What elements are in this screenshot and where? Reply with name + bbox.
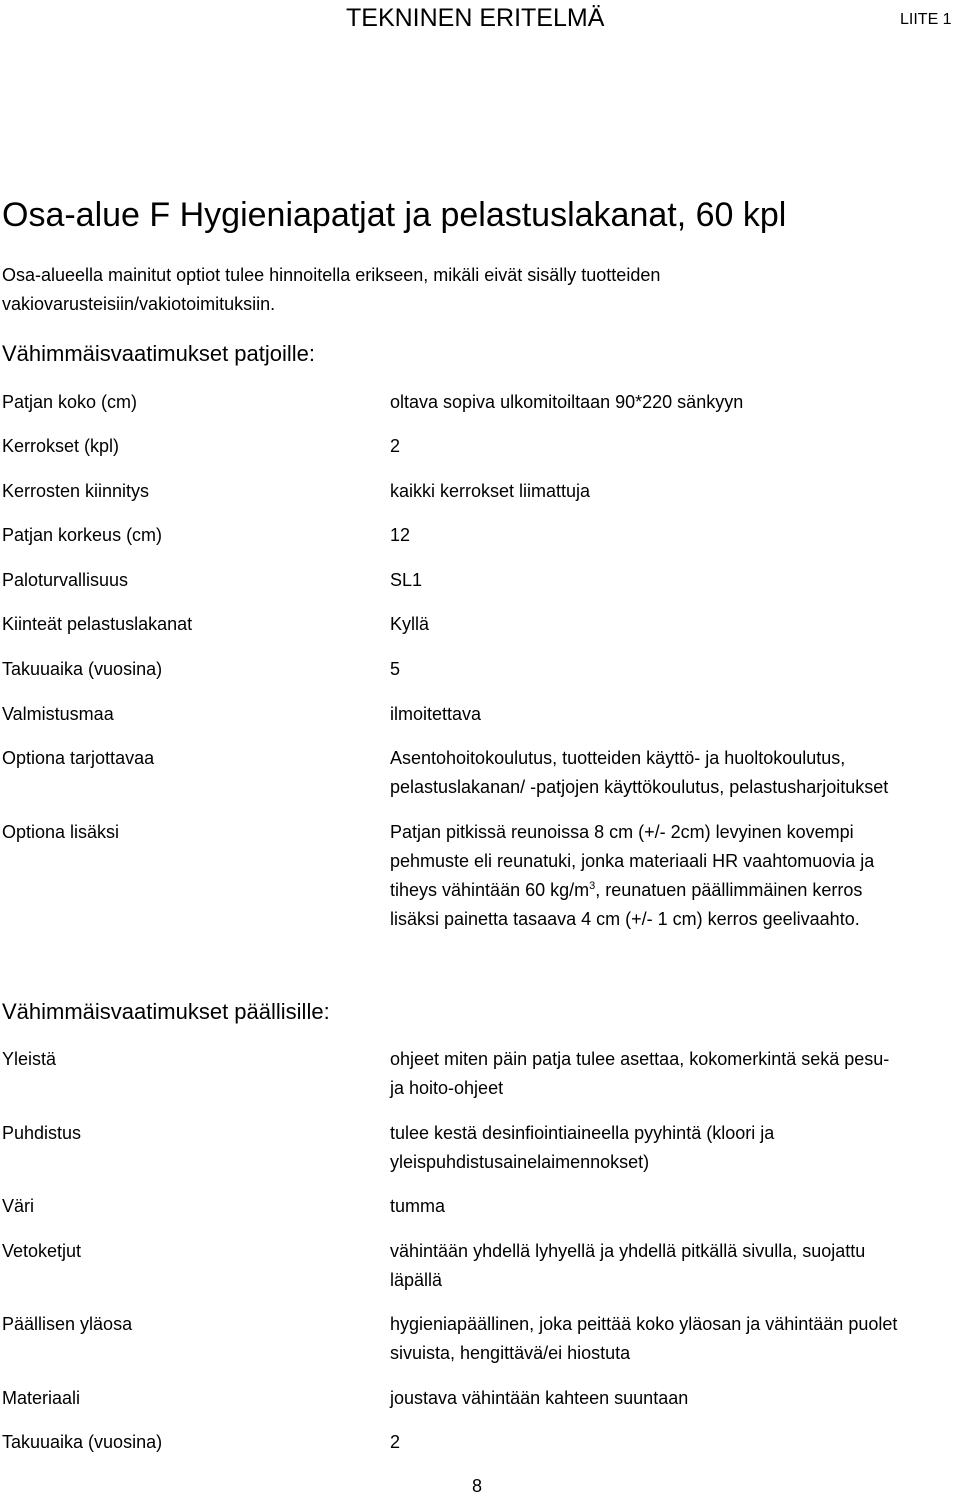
spec-value: ilmoitettava	[390, 704, 482, 724]
spec-label: Takuuaika (vuosina)	[2, 659, 163, 679]
spec-label: Valmistusmaa	[2, 704, 114, 724]
spec-label: Yleistä	[2, 1049, 57, 1069]
spec-value: 2	[390, 1432, 401, 1452]
spec-value: 5	[390, 659, 401, 679]
spec-value-line: yleispuhdistusainelaimennokset)	[390, 1152, 650, 1172]
spec-value: joustava vähintään kahteen suuntaan	[390, 1388, 689, 1408]
spec-value-line: läpällä	[390, 1270, 443, 1290]
spec-value: tumma	[390, 1196, 446, 1216]
spec-label: Puhdistus	[2, 1123, 82, 1143]
spec-value-line: sivuista, hengittävä/ei hiostuta	[390, 1343, 631, 1363]
cover-requirements-heading: Vähimmäisvaatimukset päällisille:	[2, 999, 330, 1024]
document-header-title: TEKNINEN ERITELMÄ	[346, 4, 605, 32]
spec-value-line: Asentohoitokoulutus, tuotteiden käyttö- ja huoltokoulutus,	[390, 748, 846, 768]
spec-value-line: pelastuslakanan/ -patjojen käyttökoulutus, pelastusharjoitukset	[390, 777, 889, 797]
spec-value-line: Patjan pitkissä reunoissa 8 cm (+/- 2cm) levyinen kovempi	[390, 822, 854, 842]
spec-value-line: lisäksi painetta tasaava 4 cm (+/- 1 cm) kerros geelivaahto.	[390, 909, 860, 929]
page-number: 8	[472, 1476, 483, 1496]
spec-value-line	[390, 876, 862, 905]
spec-label: Kerrosten kiinnitys	[2, 481, 150, 501]
spec-value: 12	[390, 525, 411, 545]
spec-value: Kyllä	[390, 614, 430, 634]
spec-label: Paloturvallisuus	[2, 570, 129, 590]
density-text: tiheys vähintään 60 kg/m	[390, 880, 590, 900]
intro-line-1: Osa-alueella mainitut optiot tulee hinnoitella erikseen, mikäli eivät sisälly tuotteiden	[2, 265, 661, 285]
spec-value-line: ja hoito-ohjeet	[390, 1078, 504, 1098]
spec-value-line: ohjeet miten päin patja tulee asettaa, kokomerkintä sekä pesu-	[390, 1049, 890, 1069]
spec-label: Kerrokset (kpl)	[2, 436, 120, 456]
cubic-superscript: 3	[589, 880, 596, 892]
spec-label: Materiaali	[2, 1388, 81, 1408]
spec-value-line: hygieniapäällinen, joka peittää koko yläosan ja vähintään puolet	[390, 1314, 898, 1334]
spec-value: SL1	[390, 570, 423, 590]
spec-value-line: tulee kestä desinfiointiaineella pyyhintä (kloori ja	[390, 1123, 775, 1143]
spec-label: Väri	[2, 1196, 35, 1216]
page-title: Osa-alue F Hygieniapatjat ja pelastuslakanat, 60 kpl	[2, 196, 787, 234]
spec-label: Kiinteät pelastuslakanat	[2, 614, 193, 634]
intro-line-2: vakiovarusteisiin/vakiotoimituksiin.	[2, 294, 276, 314]
spec-value-line: pehmuste eli reunatuki, jonka materiaali HR vaahtomuovia ja	[390, 851, 875, 871]
spec-value-line: vähintään yhdellä lyhyellä ja yhdellä pitkällä sivulla, suojattu	[390, 1241, 866, 1261]
spec-label: Patjan korkeus (cm)	[2, 525, 163, 545]
spec-label: Päällisen yläosa	[2, 1314, 133, 1334]
spec-label: Vetoketjut	[2, 1241, 82, 1261]
spec-label: Optiona lisäksi	[2, 822, 120, 842]
spec-value: kaikki kerrokset liimattuja	[390, 481, 591, 501]
spec-label: Patjan koko (cm)	[2, 392, 138, 412]
spec-label: Takuuaika (vuosina)	[2, 1432, 163, 1452]
spec-label: Optiona tarjottavaa	[2, 748, 155, 768]
mattress-requirements-heading: Vähimmäisvaatimukset patjoille:	[2, 341, 316, 366]
spec-value: 2	[390, 436, 401, 456]
spec-value: oltava sopiva ulkomitoiltaan 90*220 sänkyyn	[390, 392, 744, 412]
attachment-label: LIITE 1	[900, 11, 952, 28]
density-text-cont: , reunatuen päällimmäinen kerros	[595, 880, 863, 900]
